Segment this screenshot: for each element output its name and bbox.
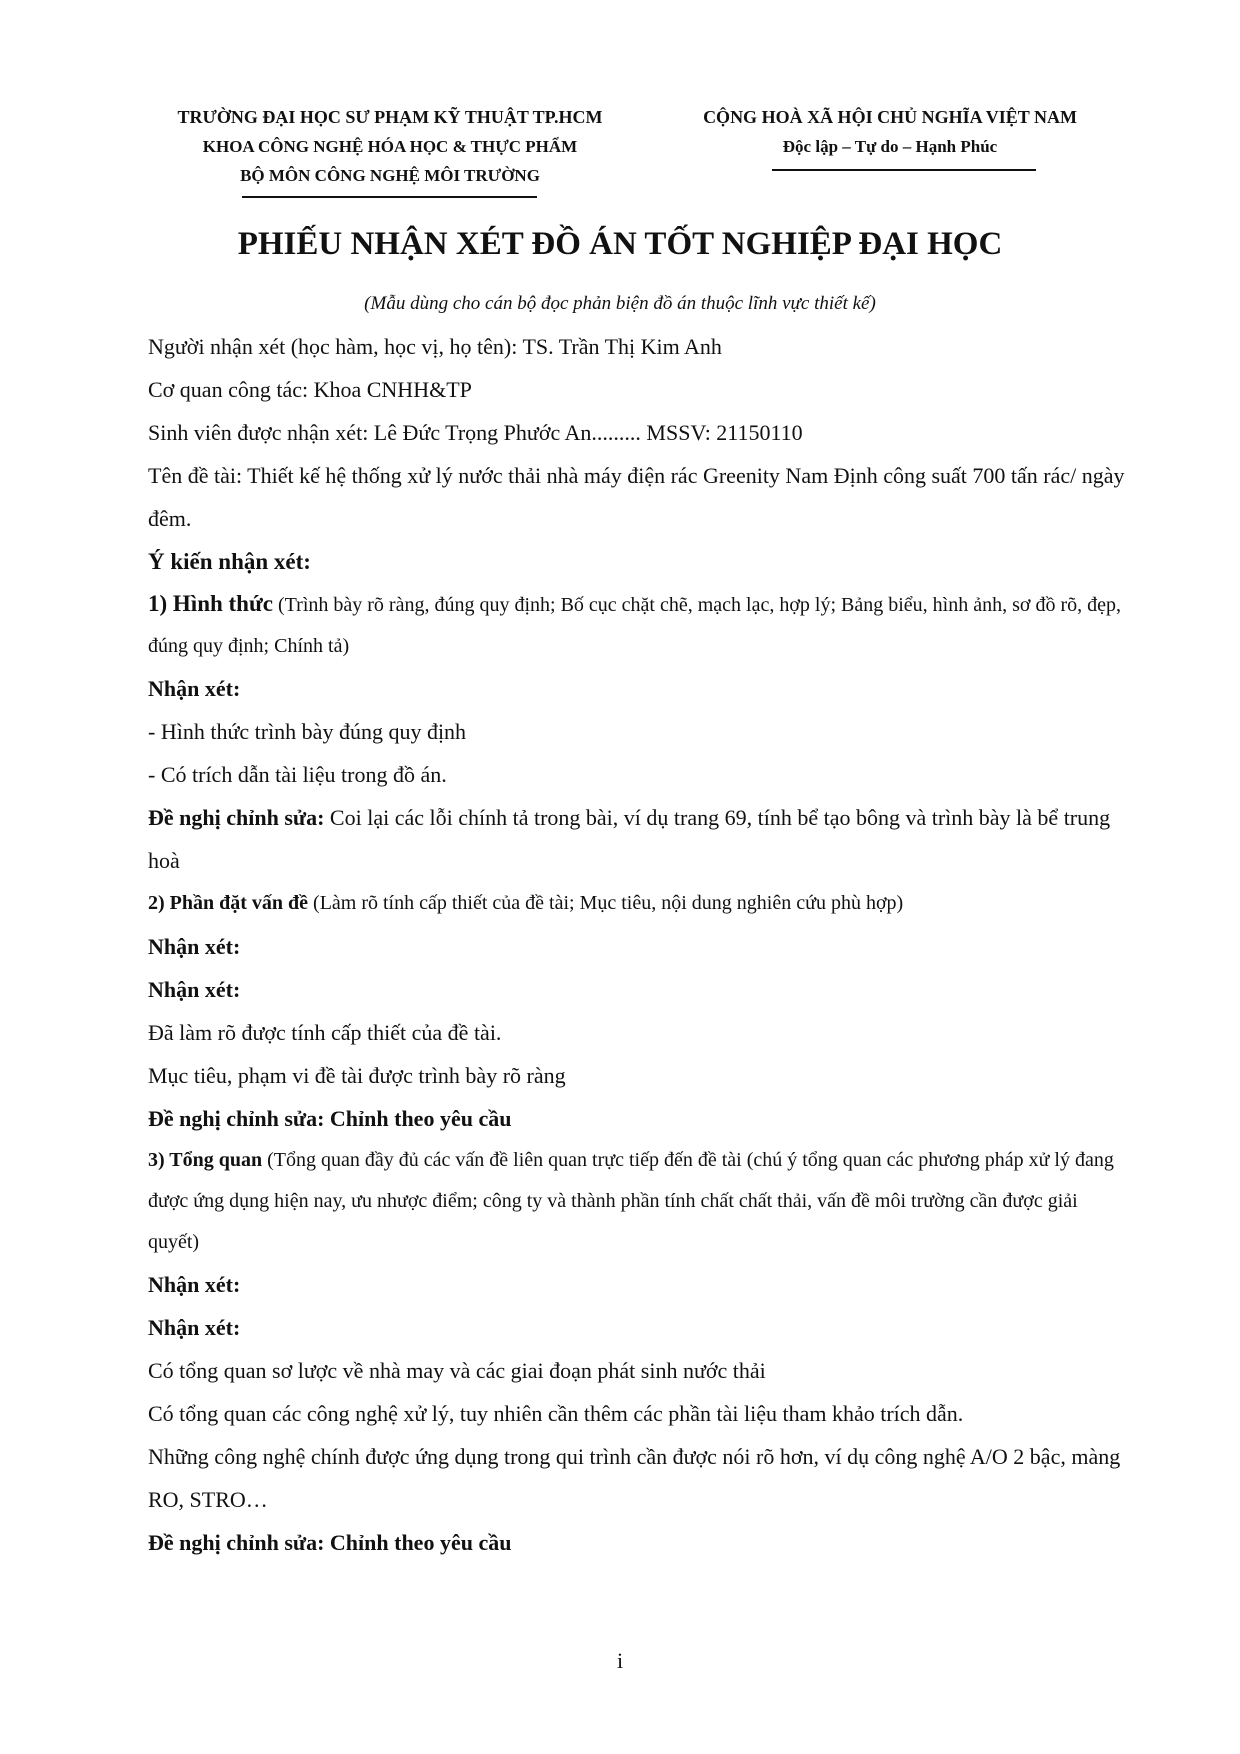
institution-header bbox=[140, 103, 640, 190]
section-1-comment: - Hình thức trình bày đúng quy định bbox=[148, 719, 467, 744]
section-2-comment-label: Nhận xét: bbox=[148, 934, 241, 959]
section-1-suggestion bbox=[148, 796, 1133, 882]
national-header bbox=[660, 103, 1120, 161]
section-2-comment-label: Nhận xét: bbox=[148, 977, 241, 1002]
section-1-heading bbox=[148, 583, 1133, 667]
section-3-comment: Có tổng quan các công nghệ xử lý, tuy nhiên cần thêm các phần tài liệu tham khảo trích dẫn. bbox=[148, 1401, 964, 1426]
section-3-heading bbox=[148, 1140, 1133, 1263]
topic-line: Tên đề tài: Thiết kế hệ thống xử lý nước thải nhà máy điện rác Greenity Nam Định công suất 700 tấn rác/ ngày đêm. bbox=[148, 463, 1125, 531]
reviewer-line: Người nhận xét (học hàm, học vị, họ tên): TS. Trần Thị Kim Anh bbox=[148, 334, 722, 359]
country-name: CỘNG HOÀ XÃ HỘI CHỦ NGHĨA VIỆT NAM bbox=[703, 107, 1077, 127]
university-name: TRƯỜNG ĐẠI HỌC SƯ PHẠM KỸ THUẬT TP.HCM bbox=[177, 107, 603, 127]
agency-line: Cơ quan công tác: Khoa CNHH&TP bbox=[148, 377, 472, 402]
department-name: BỘ MÔN CÔNG NGHỆ MÔI TRƯỜNG bbox=[240, 166, 540, 185]
section-2-description: (Làm rõ tính cấp thiết của đề tài; Mục tiêu, nội dung nghiên cứu phù hợp) bbox=[308, 892, 904, 914]
motto-underline bbox=[772, 169, 1036, 171]
opinion-heading: Ý kiến nhận xét: bbox=[148, 549, 311, 574]
page-number: i bbox=[616, 1648, 624, 1673]
section-2-title: 2) Phần đặt vấn đề bbox=[148, 892, 309, 914]
section-1-comment-label: Nhận xét: bbox=[148, 676, 241, 701]
document-body bbox=[148, 325, 1133, 1564]
section-3-comment-label: Nhận xét: bbox=[148, 1272, 241, 1297]
section-3-comment: Có tổng quan sơ lược về nhà may và các giai đoạn phát sinh nước thải bbox=[148, 1358, 766, 1383]
section-3-title: 3) Tổng quan bbox=[148, 1149, 263, 1171]
student-line: Sinh viên được nhận xét: Lê Đức Trọng Phước An......... MSSV: 21150110 bbox=[148, 420, 803, 445]
national-motto: Độc lập – Tự do – Hạnh Phúc bbox=[782, 137, 998, 156]
section-3-comment: Những công nghệ chính được ứng dụng trong qui trình cần được nói rõ hơn, ví dụ công nghệ A/O 2 bậc, màng RO, STRO… bbox=[148, 1444, 1121, 1512]
faculty-name: KHOA CÔNG NGHỆ HÓA HỌC & THỰC PHẨM bbox=[202, 137, 578, 156]
section-2-heading bbox=[148, 882, 1133, 925]
section-1-comment: - Có trích dẫn tài liệu trong đồ án. bbox=[148, 762, 447, 787]
section-2-comment: Mục tiêu, phạm vi đề tài được trình bày rõ ràng bbox=[148, 1063, 566, 1088]
section-1-suggest-label: Đề nghị chỉnh sửa: bbox=[148, 805, 325, 830]
section-2-suggestion: Đề nghị chỉnh sửa: Chỉnh theo yêu cầu bbox=[148, 1106, 512, 1131]
section-1-title: 1) Hình thức bbox=[148, 591, 273, 616]
document-subtitle: (Mẫu dùng cho cán bộ đọc phản biện đồ án thuộc lĩnh vực thiết kế) bbox=[364, 293, 876, 314]
section-1-suggest-text: Coi lại các lỗi chính tả trong bài, ví dụ trang 69, tính bể tạo bông và trình bày là bể trung hoà bbox=[148, 805, 1111, 873]
section-3-comment-label: Nhận xét: bbox=[148, 1315, 241, 1340]
section-3-description: (Tổng quan đầy đủ các vấn đề liên quan trực tiếp đến đề tài (chú ý tổng quan các phương pháp xử lý đang được ứng dụng hiện nay, ưu nhược điểm; công ty và thành phần tính chất chất thải, vấn đề môi trường cần được giải quyết) bbox=[148, 1149, 1114, 1253]
section-3-suggestion: Đề nghị chỉnh sửa: Chỉnh theo yêu cầu bbox=[148, 1530, 512, 1555]
institution-underline bbox=[242, 196, 537, 198]
document-title: PHIẾU NHẬN XÉT ĐỒ ÁN TỐT NGHIỆP ĐẠI HỌC bbox=[237, 226, 1003, 262]
section-1-description: (Trình bày rõ ràng, đúng quy định; Bố cục chặt chẽ, mạch lạc, hợp lý; Bảng biểu, hình ảnh, sơ đồ rõ, đẹp, đúng quy định; Chính tả) bbox=[148, 594, 1122, 657]
section-2-comment: Đã làm rõ được tính cấp thiết của đề tài. bbox=[148, 1020, 502, 1045]
